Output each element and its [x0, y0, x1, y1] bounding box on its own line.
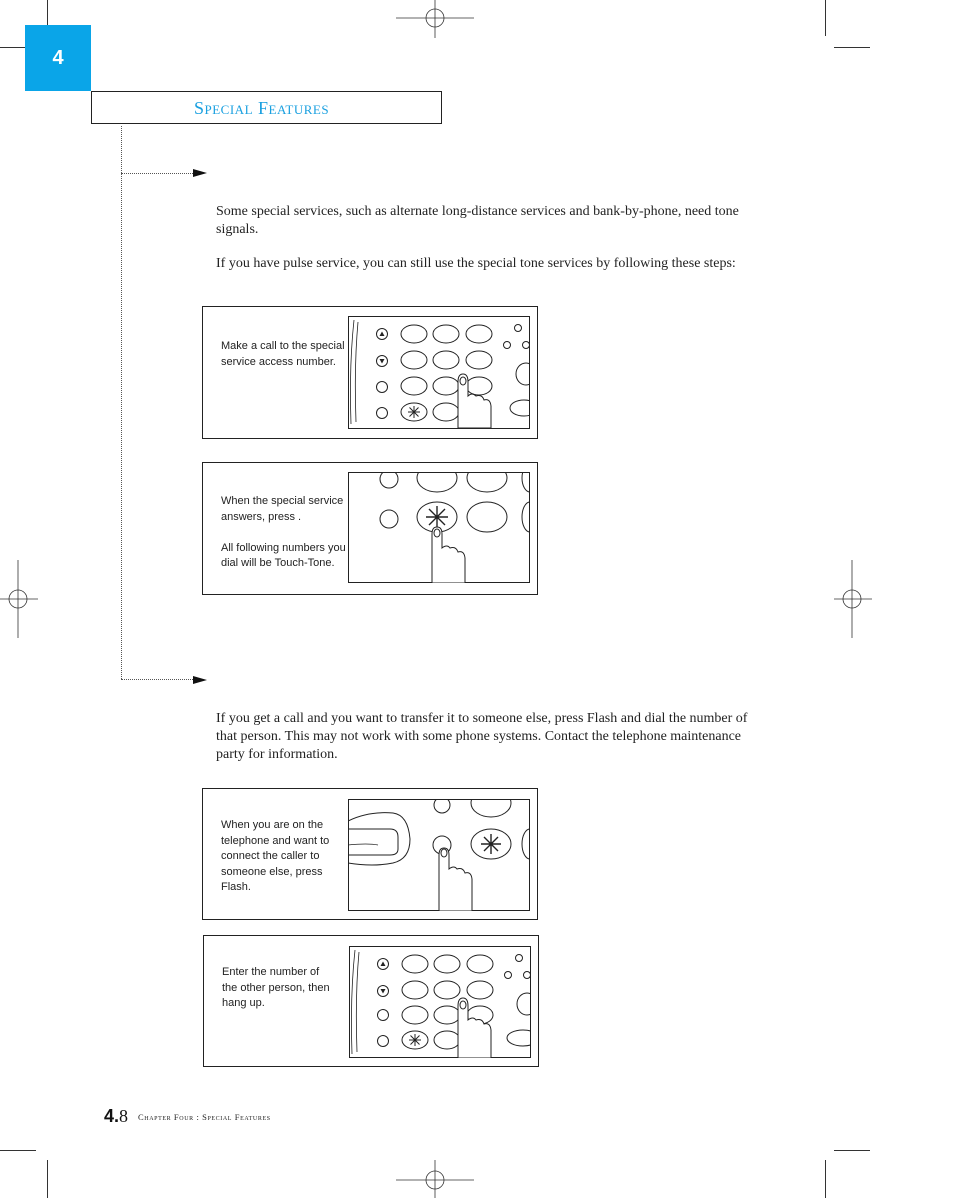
arrow-right-icon — [193, 169, 207, 177]
registration-mark — [396, 1160, 474, 1198]
paragraph: Some special services, such as alternate long-distance services and bank-by-phone, need tone signals. — [216, 204, 739, 237]
keypad-illustration — [348, 316, 530, 429]
dotted-guide-horizontal — [121, 173, 193, 174]
crop-mark — [47, 1160, 48, 1198]
crop-mark — [825, 0, 826, 36]
star-key-closeup-illustration — [348, 472, 530, 583]
flash-key-illustration — [348, 799, 530, 911]
page-number-minor: 8 — [119, 1106, 129, 1126]
registration-mark — [396, 0, 474, 40]
paragraph: If you have pulse service, you can still use the special tone services by following these steps: — [216, 256, 736, 271]
step-caption: Enter the number of the other person, then hang up. — [222, 966, 330, 1009]
step-caption: When you are on the telephone and want to connect the caller to someone else, press Flash. — [221, 819, 330, 893]
crop-mark — [825, 1160, 826, 1198]
crop-mark — [0, 1150, 36, 1151]
crop-mark — [834, 47, 870, 48]
dotted-guide-horizontal — [121, 679, 193, 680]
section-title: Special Features — [194, 98, 330, 118]
page-number — [104, 1106, 128, 1127]
crop-mark — [834, 1150, 870, 1151]
step-caption: Make a call to the special service access number. — [221, 340, 345, 368]
paragraph: If you get a call and you want to transfer it to someone else, press Flash and dial the number of that person. This may not work with some phone systems. Contact the telephone maintenance party for information. — [216, 711, 748, 762]
registration-mark — [832, 560, 872, 638]
page-number-major: 4. — [104, 1106, 120, 1126]
dotted-guide-vertical — [121, 126, 122, 679]
step-caption: When the special service answers, press . All following numbers you dial will be Touch-Tone. — [221, 495, 346, 569]
arrow-right-icon — [193, 676, 207, 684]
running-title: Chapter Four : Special Features — [138, 1112, 271, 1122]
chapter-tab: 4 — [25, 25, 91, 91]
keypad-illustration — [349, 946, 531, 1058]
registration-mark — [0, 560, 40, 638]
